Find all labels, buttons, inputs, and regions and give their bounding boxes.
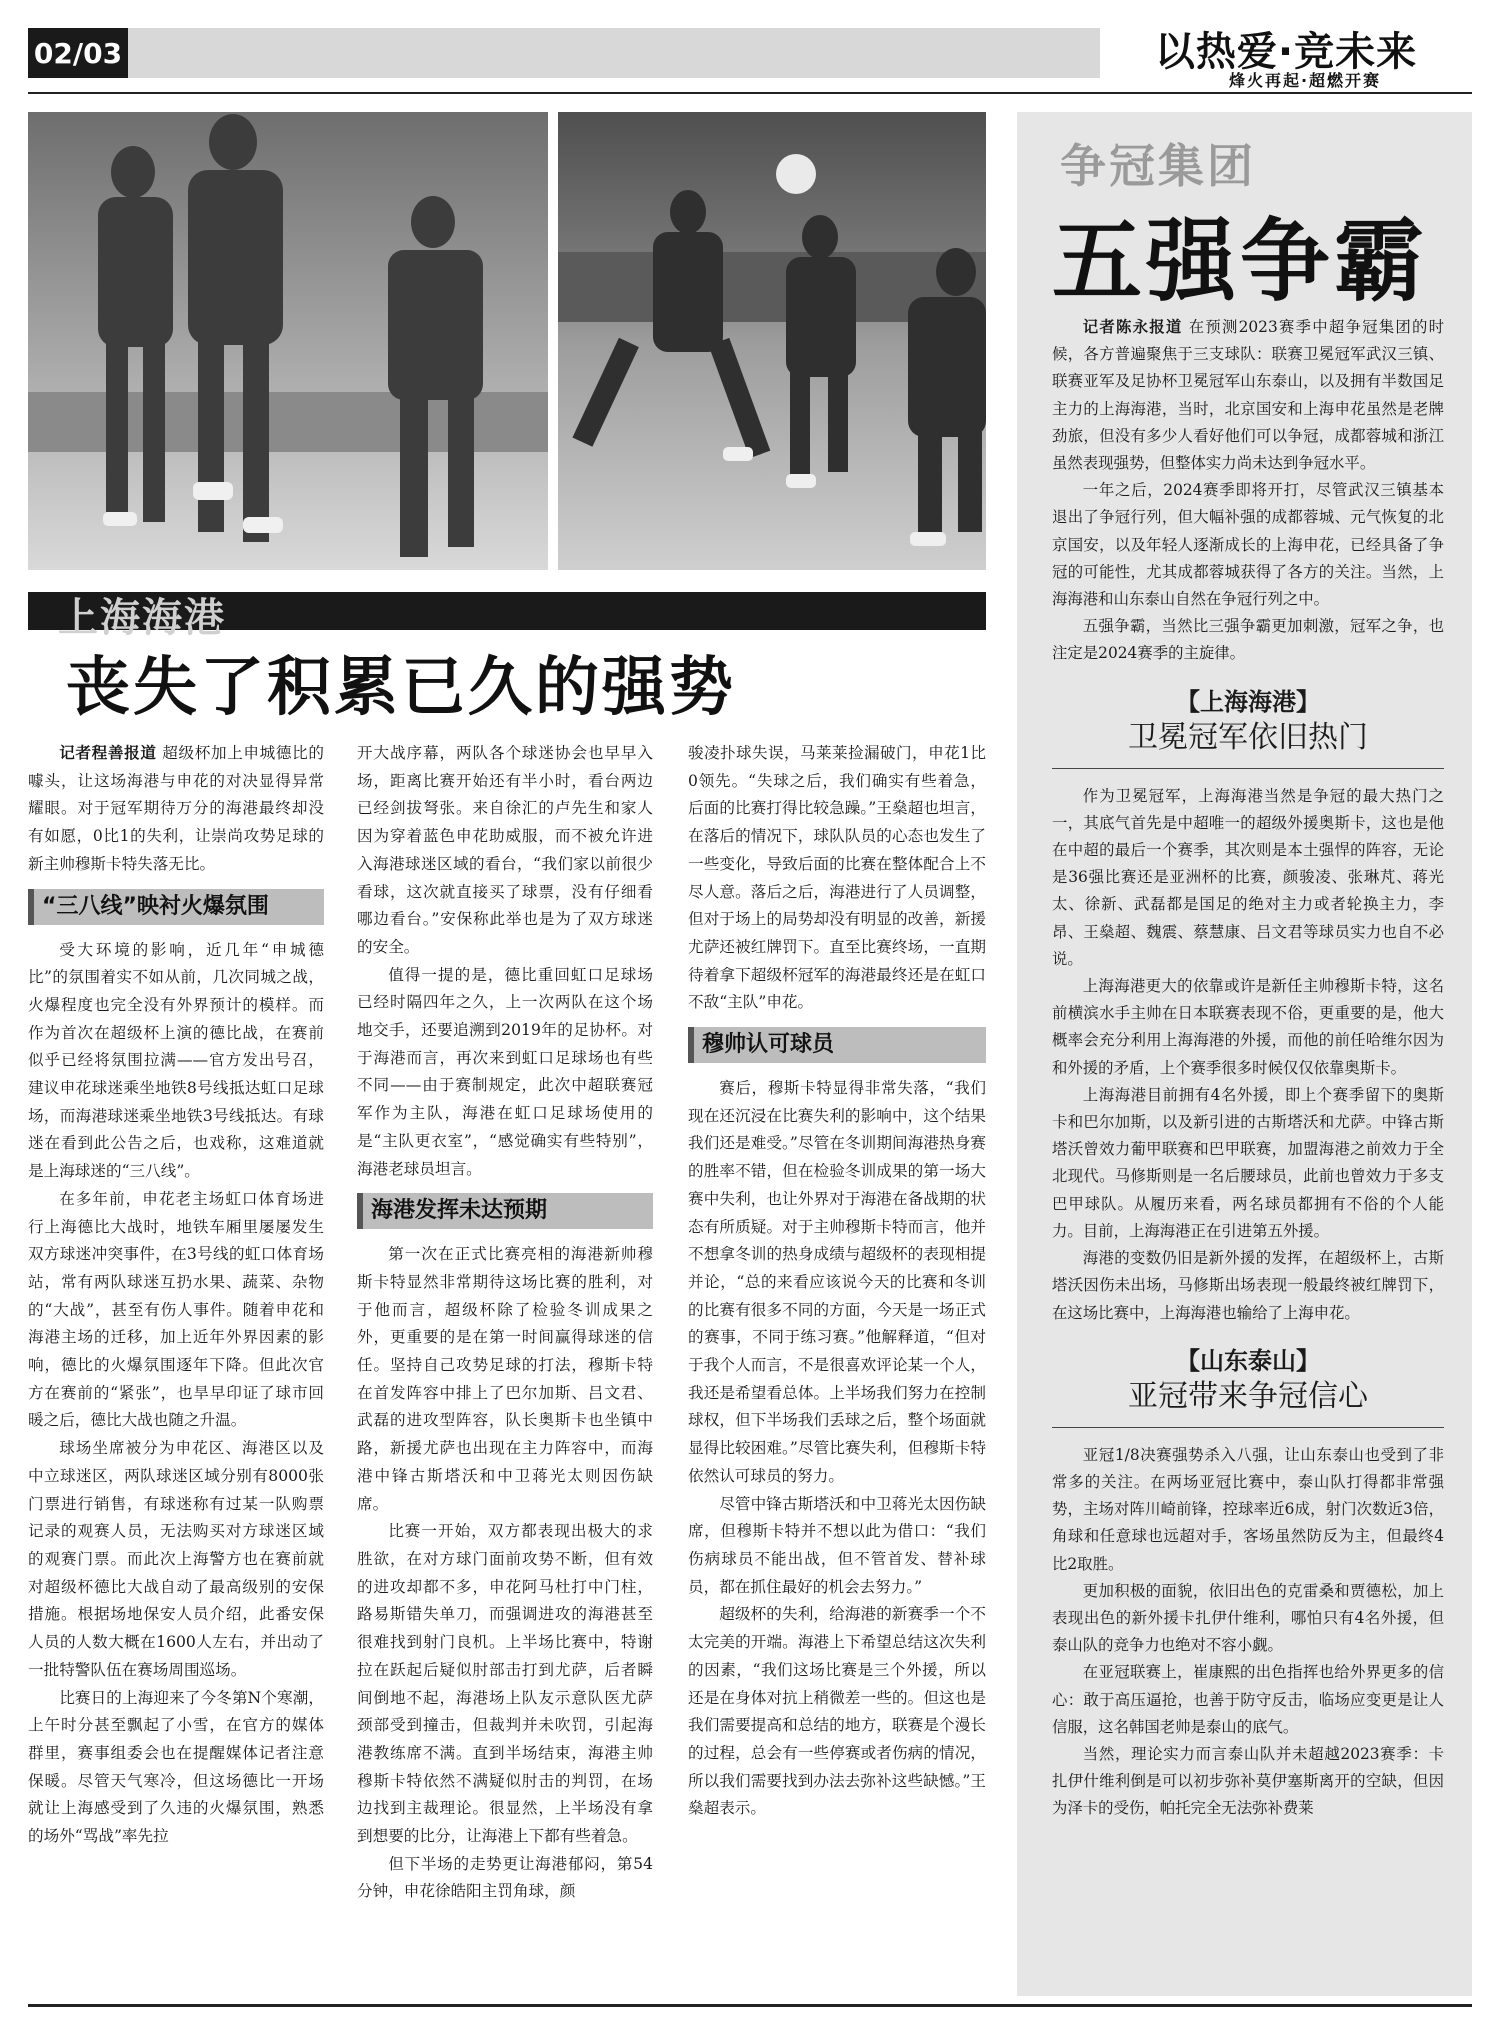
- article-paragraph: [28, 740, 324, 879]
- article-column-2: [357, 740, 653, 1906]
- sidebar-paragraph: 当然，理论实力而言泰山队并未超越2023赛季：卡扎伊什维利倒是可以初步弥补莫伊塞斯离开的空缺，但因为泽卡的受伤，帕托完全无法弥补费莱: [1052, 1744, 1444, 1818]
- sidebar-paragraph: 作为卫冕冠军，上海海港当然是争冠的最大热门之一，其底气首先是中超唯一的超级外援奥斯卡，这也是他在中超的最后一个赛季，其次则是本土强悍的阵容，无论是36强比赛还是亚洲杯的比赛，颜骏凌、张琳芃、蒋光太、徐新、武磊都是国足的绝对主力或者轮换主力，李昂、王燊超、魏震、蔡慧康、吕文君等球员实力也自不必说。: [1052, 786, 1444, 968]
- subheading: 海港发挥未达预期: [357, 1193, 653, 1229]
- article-paragraph: 赛后，穆斯卡特显得非常失落，“我们现在还沉浸在比赛失利的影响中，这个结果我们还是难受。”尽管在冬训期间海港热身赛的胜率不错，但在检验冬训成果的第一场大赛中失利，也让外界对于海港在备战期的状态有所质疑。对于主帅穆斯卡特而言，他并不想拿冬训的热身成绩与超级杯的表现相提并论，“总的来看应该说今天的比赛和冬训的比赛有很多不同的方面，今天是一场正式的赛事，不同于练习赛。”他解释道，“但对于我个人而言，不是很喜欢评论某一个人，我还是希望看总体。上半场我们努力在控制球权，但下半场我们丢球之后，整个场面就显得比较困难。”尽管比赛失利，但穆斯卡特依然认可球员的努力。: [688, 1079, 986, 1485]
- brand-subtitle: 烽火再起·超燃开赛: [1228, 71, 1382, 90]
- photo-right: [558, 112, 986, 570]
- article-paragraph: 受大环境的影响，近几年“申城德比”的氛围着实不如从前，几次同城之战，火爆程度也完全没有外界预计的模样。而作为首次在超级杯上演的德比战，在赛前似乎已经将氛围拉满——官方发出号召，建议申花球迷乘坐地铁8号线抵达虹口足球场，而海港球迷乘坐地铁3号线抵达。有球迷在看到此公告之后，也戏称，这难道就是上海球迷的“三八线”。: [28, 940, 324, 1181]
- article-column-1: [28, 740, 324, 1851]
- article-paragraph: 超级杯的失利，给海港的新赛季一个不太完美的开端。海港上下希望总结这次失利的因素，“我们这场比赛是三个外援，所以还是在身体对抗上稍微差一些的。但这也是我们需要提高和总结的地方，联赛是个漫长的过程，总会有一些停赛或者伤病的情况，所以我们需要找到办法去弥补这些缺憾。”王燊超表示。: [688, 1605, 986, 1818]
- header-rule: [28, 92, 1472, 94]
- article-headline: 丧失了积累已久的强势: [66, 650, 736, 725]
- article-paragraph: 比赛日的上海迎来了今冬第N个寒潮，上午时分甚至飘起了小雪，在官方的媒体群里，赛事组委会也在提醒媒体记者注意保暖。尽管天气寒冷，但这场德比一开场就让上海感受到了久违的火爆氛围，熟悉的场外“骂战”率先拉: [28, 1688, 324, 1846]
- sidebar-paragraph: 更加积极的面貌，依旧出色的克雷桑和贾德松，加上表现出色的新外援卡扎伊什维利，哪怕只有4名外援，但泰山队的竞争力也绝对不容小觑。: [1052, 1581, 1444, 1655]
- section-divider: [1052, 768, 1444, 769]
- sidebar-paragraph: 一年之后，2024赛季即将开打，尽管武汉三镇基本退出了争冠行列，但大幅补强的成都蓉城、元气恢复的北京国安，以及年轻人逐渐成长的上海申花，已经具备了争冠的可能性，尤其成都蓉城获得了各方的关注。当然，上海海港和山东泰山自然在争冠行列之中。: [1052, 481, 1444, 609]
- sidebar-paragraph: 上海海港目前拥有4名外援，即上个赛季留下的奥斯卡和巴尔加斯，以及新引进的古斯塔沃和尤萨。中锋古斯塔沃曾效力葡甲联赛和巴甲联赛，加盟海港之前效力于全北现代。马修斯则是一名后腰球员，此前也曾效力于多支巴甲球队。从履历来看，两名球员都拥有不俗的个人能力。目前，上海海港正在引进第五外援。: [1052, 1085, 1444, 1240]
- footer-rule: [28, 2004, 1472, 2007]
- sidebar-paragraph: 亚冠1/8决赛强势杀入八强，让山东泰山也受到了非常多的关注。在两场亚冠比赛中，泰山队打得都非常强势，主场对阵川崎前锋，控球率近6成，射门次数近3倍，角球和任意球也远超对手，客场虽然防反为主，但最终4比2取胜。: [1052, 1445, 1444, 1573]
- page-header-bar: [28, 28, 1160, 78]
- section-divider: [1052, 1427, 1444, 1428]
- sidebar-kicker: 争冠集团: [1060, 139, 1256, 193]
- photo-right-image: [558, 112, 986, 570]
- sidebar-byline: 记者陈永报道: [1082, 318, 1183, 336]
- paragraph-text: 超级杯加上申城德比的噱头，让这场海港与申花的对决显得异常耀眼。对于冠军期待万分的海港最终却没有如愿，0比1的失利，让崇尚攻势足球的新主帅穆斯卡特失落无比。: [28, 744, 324, 873]
- subheading: 穆帅认可球员: [688, 1027, 986, 1063]
- brand-title: 以热爱·竞未来: [1154, 29, 1418, 75]
- article-paragraph: 但下半场的走势更让海港郁闷，第54分钟，申花徐皓阳主罚角球，颜: [357, 1854, 653, 1901]
- page-number: 02/03: [28, 28, 128, 78]
- sidebar-paragraph: 五强争霸，当然比三强争霸更加刺激，冠军之争，也注定是2024赛季的主旋律。: [1052, 617, 1444, 663]
- photo-left: [28, 112, 548, 570]
- article-paragraph: 骏凌扑球失误，马莱莱捡漏破门，申花1比0领先。“失球之后，我们确实有些着急，后面的比赛打得比较急躁。”王燊超也坦言，在落后的情况下，球队队员的心态也发生了一些变化，导致后面的比赛在整体配合上不尽人意。落后之后，海港进行了人员调整，但对于场上的局势却没有明显的改善，新援尤萨还被红牌罚下。直至比赛终场，一直期待着拿下超级杯冠军的海港最终还是在虹口不敌“主队”申花。: [688, 744, 986, 1012]
- sidebar-paragraph: 在亚冠联赛上，崔康熙的出色指挥也给外界更多的信心：敢于高压逼抢，也善于防守反击，临场应变更是让人信服，这名韩国老帅是泰山的底气。: [1052, 1663, 1444, 1736]
- section-title: 卫冕冠军依旧热门: [1128, 719, 1368, 755]
- sidebar-title: 五强争霸: [1052, 208, 1428, 314]
- photo-left-image: [28, 112, 548, 570]
- article-byline: 记者程善报道: [59, 744, 157, 762]
- article-kicker: 上海海港: [58, 595, 226, 641]
- subheading: “三八线”映衬火爆氛围: [28, 889, 324, 925]
- article-paragraph: 值得一提的是，德比重回虹口足球场已经时隔四年之久，上一次两队在这个场地交手，还要追溯到2019年的足协杯。对于海港而言，再次来到虹口足球场也有些不同——由于赛制规定，此次中超联赛冠军作为主队，海港在虹口足球场使用的是“主队更衣室”，“感觉确实有些特别”，海港老球员坦言。: [357, 965, 653, 1178]
- article-paragraph: 开大战序幕，两队各个球迷协会也早早入场，距离比赛开始还有半小时，看台两边已经剑拔弩张。来自徐汇的卢先生和家人因为穿着蓝色申花助威服，而不被允许进入海港球迷区域的看台，“我们家以前很少看球，这次就直接买了球票，没有仔细看哪边看台。”安保称此举也是为了双方球迷的安全。: [357, 744, 653, 956]
- article-paragraph: 球场坐席被分为申花区、海港区以及中立球迷区，两队球迷区域分别有8000张门票进行销售，有球迷称有过某一队购票记录的观赛人员，无法购买对方球迷区域的观赛门票。而此次上海警方也在赛前就对超级杯德比大战自动了最高级别的安保措施。根据场地保安人员介绍，此番安保人员的人数大概在1600人左右，并出动了一批特警队伍在赛场周围巡场。: [28, 1439, 324, 1679]
- article-paragraph: 比赛一开始，双方都表现出极大的求胜欲，在对方球门面前攻势不断，但有效的进攻却都不多，申花阿马杜打中门柱，路易斯错失单刀，而强调进攻的海港甚至很难找到射门良机。上半场比赛中，特谢拉在跃起后疑似肘部击打到尤萨，后者瞬间倒地不起，海港场上队友示意队医尤萨颈部受到撞击，但裁判并未吹罚，引起海港教练席不满。直到半场结束，海港主帅穆斯卡特依然不满疑似肘击的判罚，在场边找到主裁理论。很显然，上半场没有拿到想要的比分，让海港上下都有些着急。: [357, 1522, 653, 1846]
- sidebar-paragraph: 上海海港更大的依靠或许是新任主帅穆斯卡特，这名前横滨水手主帅在日本联赛表现不俗，更重要的是，他大概率会充分利用上海海港的外援，而他的前任哈维尔因为和外援的矛盾，上个赛季很多时候仅仅依靠奥斯卡。: [1052, 977, 1444, 1077]
- section-title: 亚冠带来争冠信心: [1128, 1378, 1368, 1414]
- paragraph-text: 在预测2023赛季中超争冠集团的时候，各方普遍聚焦于三支球队：联赛卫冕冠军武汉三镇、联赛亚军及足协杯卫冕冠军山东泰山，以及拥有半数国足主力的上海海港，当时，北京国安和上海申花虽然是老牌劲旅，但没有多少人看好他们可以争冠，成都蓉城和浙江虽然表现强势，但整体实力尚未达到争冠水平。: [1052, 318, 1444, 473]
- sidebar-column: [1052, 314, 1444, 1823]
- article-paragraph: 第一次在正式比赛亮相的海港新帅穆斯卡特显然非常期待这场比赛的胜利，对于他而言，超级杯除了检验冬训成果之外，更重要的是在第一时间赢得球迷的信任。坚持自己攻势足球的打法，穆斯卡特在首发阵容中排上了巴尔加斯、吕文君、武磊的进攻型阵容，队长奥斯卡也坐镇中路，新援尤萨也出现在主力阵容中，而海港中锋古斯塔沃和中卫蒋光太则因伤缺席。: [357, 1245, 653, 1513]
- sidebar-paragraph: 海港的变数仍旧是新外援的发挥，在超级杯上，古斯塔沃因伤未出场，马修斯出场表现一般最终被红牌罚下，在这场比赛中，上海海港也输给了上海申花。: [1052, 1249, 1444, 1322]
- section-tag: 【山东泰山】: [1176, 1346, 1320, 1375]
- article-paragraph: 在多年前，申花老主场虹口体育场进行上海德比大战时，地铁车厢里屡屡发生双方球迷冲突事件，在3号线的虹口体育场站，常有两队球迷互扔水果、蔬菜、杂物的“大战”，甚至有伤人事件。随着申花和海港主场的迁移，加上近年外界因素的影响，德比的火爆氛围逐年下降。但此次官方在赛前的“紧张”，也旱早印证了球市回暖之后，德比大战也随之升温。: [28, 1189, 324, 1430]
- section-tag: 【上海海港】: [1176, 687, 1320, 716]
- article-column-3: [688, 740, 986, 1823]
- sidebar-paragraph: [1052, 314, 1444, 477]
- article-paragraph: 尽管中锋古斯塔沃和中卫蒋光太因伤缺席，但穆斯卡特并不想以此为借口：“我们伤病球员不能出战，但不管首发、替补球员，都在抓住最好的机会去努力。”: [688, 1494, 986, 1596]
